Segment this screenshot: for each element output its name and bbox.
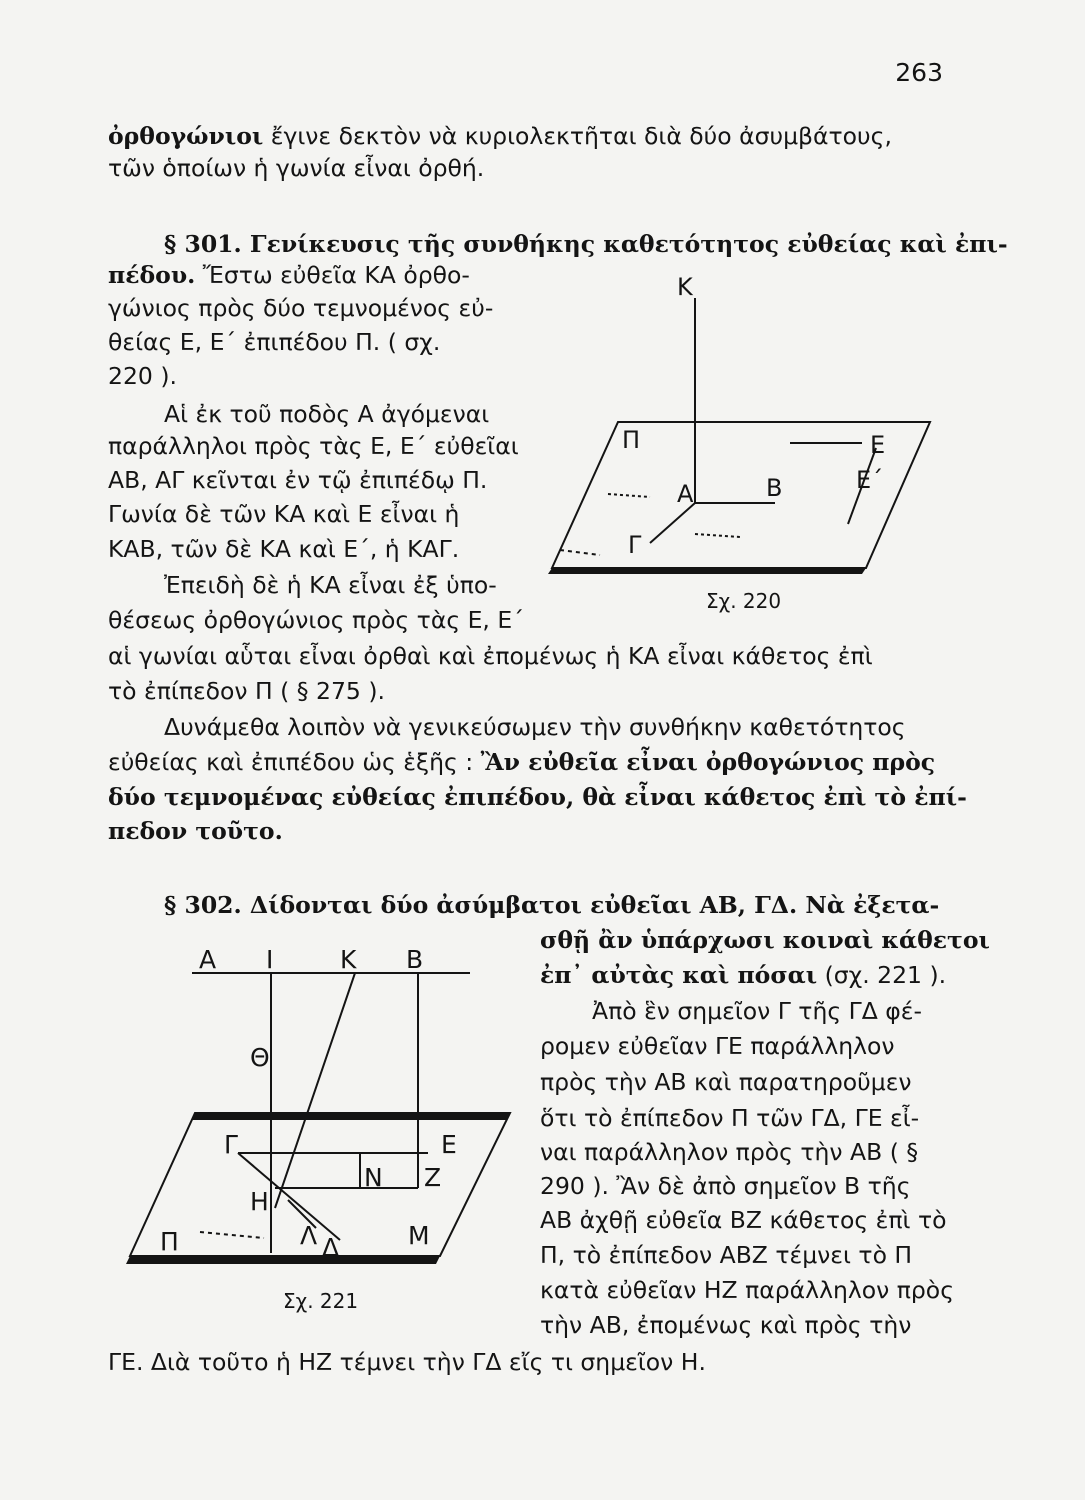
fig221-label-H: Η — [250, 1187, 269, 1216]
s301-line-1: πέδου. Ἔστω εὐθεῖα ΚΑ ὀρθο- — [108, 261, 470, 289]
s302-line: ναι παράλληλον πρὸς τὴν ΑΒ ( § — [540, 1138, 919, 1166]
fig221-label-I: Ι — [266, 945, 274, 974]
section-301-heading: § 301. Γενίκευσις τῆς συνθήκης καθετότητος εὐθείας καὶ ἐπι- — [164, 230, 1008, 258]
fig221-label-E: Ε — [441, 1130, 457, 1159]
fig221-label-L: Λ — [300, 1221, 318, 1250]
theorem-text: Ἂν εὐθεῖα εἶναι ὀρθογώνιος πρὸς — [480, 748, 936, 776]
s301-p2-line: ΚΑΒ, τῶν δὲ ΚΑ καὶ Ε΄, ἡ ΚΑΓ. — [108, 535, 460, 563]
dashed-line — [608, 494, 650, 497]
line-KH — [275, 973, 355, 1208]
plane-pi-edge — [126, 1256, 440, 1264]
fig221-label-A: Α — [199, 945, 217, 974]
intro-term: ὀρθογώνιοι — [108, 122, 264, 150]
plane-pi-edge — [192, 1113, 510, 1120]
s301-p3-line: Ἐπειδὴ δὲ ἡ ΚΑ εἶναι ἐξ ὑπο- — [164, 571, 497, 599]
theorem-text: δύο τεμνομένας εὐθείας ἐπιπέδου, θὰ εἶναι κάθετος ἐπὶ τὸ ἐπί- — [108, 783, 967, 811]
s301-p3-line: τὸ ἐπίπεδον Π ( § 275 ). — [108, 677, 385, 705]
fig220-label-P: Π — [622, 426, 641, 454]
fig221-label-N: Ν — [364, 1163, 383, 1192]
fig220-label-E: Ε — [870, 431, 886, 459]
s302-line: Π, τὸ ἐπίπεδον ΑΒΖ τέμνει τὸ Π — [540, 1241, 913, 1269]
section-302-heading: σθῇ ἂν ὑπάρχωσι κοιναὶ κάθετοι — [540, 926, 990, 954]
fig221-label-B: Β — [406, 945, 424, 974]
s301-p2-line: Γωνία δὲ τῶν ΚΑ καὶ Ε εἶναι ἡ — [108, 500, 460, 528]
s301-p2-line: Αἱ ἐκ τοῦ ποδὸς Α ἀγόμεναι — [164, 400, 490, 428]
dashed-line — [560, 550, 600, 555]
s301-p2-line: παράλληλοι πρὸς τὰς Ε, Ε΄ εὐθεῖαι — [108, 432, 519, 460]
section-302-heading: ἐπ᾽ αὐτὰς καὶ πόσαι (σχ. 221 ). — [540, 961, 947, 989]
fig220-label-G: Γ — [628, 531, 642, 559]
fig221-label-Z: Ζ — [424, 1163, 442, 1192]
plane-pi-edge — [548, 568, 866, 574]
s301-line-3: θείας Ε, Ε΄ ἐπιπέδου Π. ( σχ. — [108, 328, 441, 356]
s302-line: 290 ). Ἂν δὲ ἀπὸ σημεῖον Β τῆς — [540, 1172, 911, 1200]
s302-line: ρομεν εὐθεῖαν ΓΕ παράλληλον — [540, 1032, 895, 1060]
s302-line: ΑΒ ἀχθῇ εὐθεῖα ΒΖ κάθετος ἐπὶ τὸ — [540, 1206, 947, 1234]
s301-line-2: γώνιος πρὸς δύο τεμνομένος εὐ- — [108, 294, 494, 322]
dashed-line — [200, 1232, 264, 1238]
page-number: 263 — [895, 58, 943, 87]
s302-line: Ἀπὸ ἓν σημεῖον Γ τῆς ΓΔ φέ- — [592, 997, 922, 1025]
fig221-caption: Σχ. 221 — [283, 1289, 359, 1313]
section-302-heading: § 302. Δίδονται δύο ἀσύμβατοι εὐθεῖαι ΑΒ, ΓΔ. Νὰ ἐξετα- — [164, 891, 940, 919]
fig221-label-K: Κ — [340, 945, 357, 974]
dashed-line — [695, 534, 740, 537]
theorem-text: πεδον τοῦτο. — [108, 817, 283, 845]
fig221-label-G: Γ — [224, 1130, 238, 1159]
fig220-label-A: Α — [677, 480, 694, 508]
fig221-label-Th: Θ — [250, 1043, 270, 1072]
s301-p4-line: εὐθείας καὶ ἐπιπέδου ὡς ἑξῆς : Ἂν εὐθεῖα εἶναι ὀρθογώνιος πρὸς — [108, 748, 936, 776]
s301-p4-line: Δυνάμεθα λοιπὸν νὰ γενικεύσωμεν τὴν συνθήκην καθετότητος — [164, 713, 906, 741]
s301-p3-line: θέσεως ὀρθογώνιος πρὸς τὰς Ε, Ε΄ — [108, 606, 524, 634]
s302-line: κατὰ εὐθεῖαν ΗΖ παράλληλον πρὸς — [540, 1276, 954, 1304]
s302-line: πρὸς τὴν ΑΒ καὶ παρατηροῦμεν — [540, 1068, 912, 1096]
fig220-label-K: Κ — [677, 273, 693, 301]
s301-p3-line: αἱ γωνίαι αὗται εἶναι ὀρθαὶ καὶ ἐπομένως ἡ ΚΑ εἶναι κάθετος ἐπὶ — [108, 642, 873, 670]
fig220-label-B: Β — [766, 474, 783, 502]
s302-line: ΓΕ. Διὰ τοῦτο ἡ ΗΖ τέμνει τὴν ΓΔ εἴς τι σημεῖον Η. — [108, 1348, 706, 1376]
s301-p2-line: ΑΒ, ΑΓ κεῖνται ἐν τῷ ἐπιπέδῳ Π. — [108, 466, 488, 494]
fig221-label-P: Π — [160, 1227, 179, 1256]
fig220-caption: Σχ. 220 — [706, 589, 782, 613]
s302-line: ὅτι τὸ ἐπίπεδον Π τῶν ΓΔ, ΓΕ εἶ- — [540, 1104, 920, 1132]
s301-line-4: 220 ). — [108, 362, 177, 390]
s302-line: τὴν ΑΒ, ἐπομένως καὶ πρὸς τὴν — [540, 1311, 912, 1339]
line-AG — [650, 503, 695, 543]
fig221-label-M: Μ — [408, 1221, 430, 1250]
fig221-label-D: Δ — [322, 1233, 340, 1262]
fig220-label-E-prime: Ε΄ — [856, 466, 884, 494]
intro-line-2: τῶν ὁποίων ἡ γωνία εἶναι ὀρθή. — [108, 154, 485, 182]
figure-221 — [126, 973, 510, 1264]
intro-line-1: ὀρθογώνιοι ἔγινε δεκτὸν νὰ κυριολεκτῆται διὰ δύο ἀσυμβάτους, — [108, 122, 892, 150]
